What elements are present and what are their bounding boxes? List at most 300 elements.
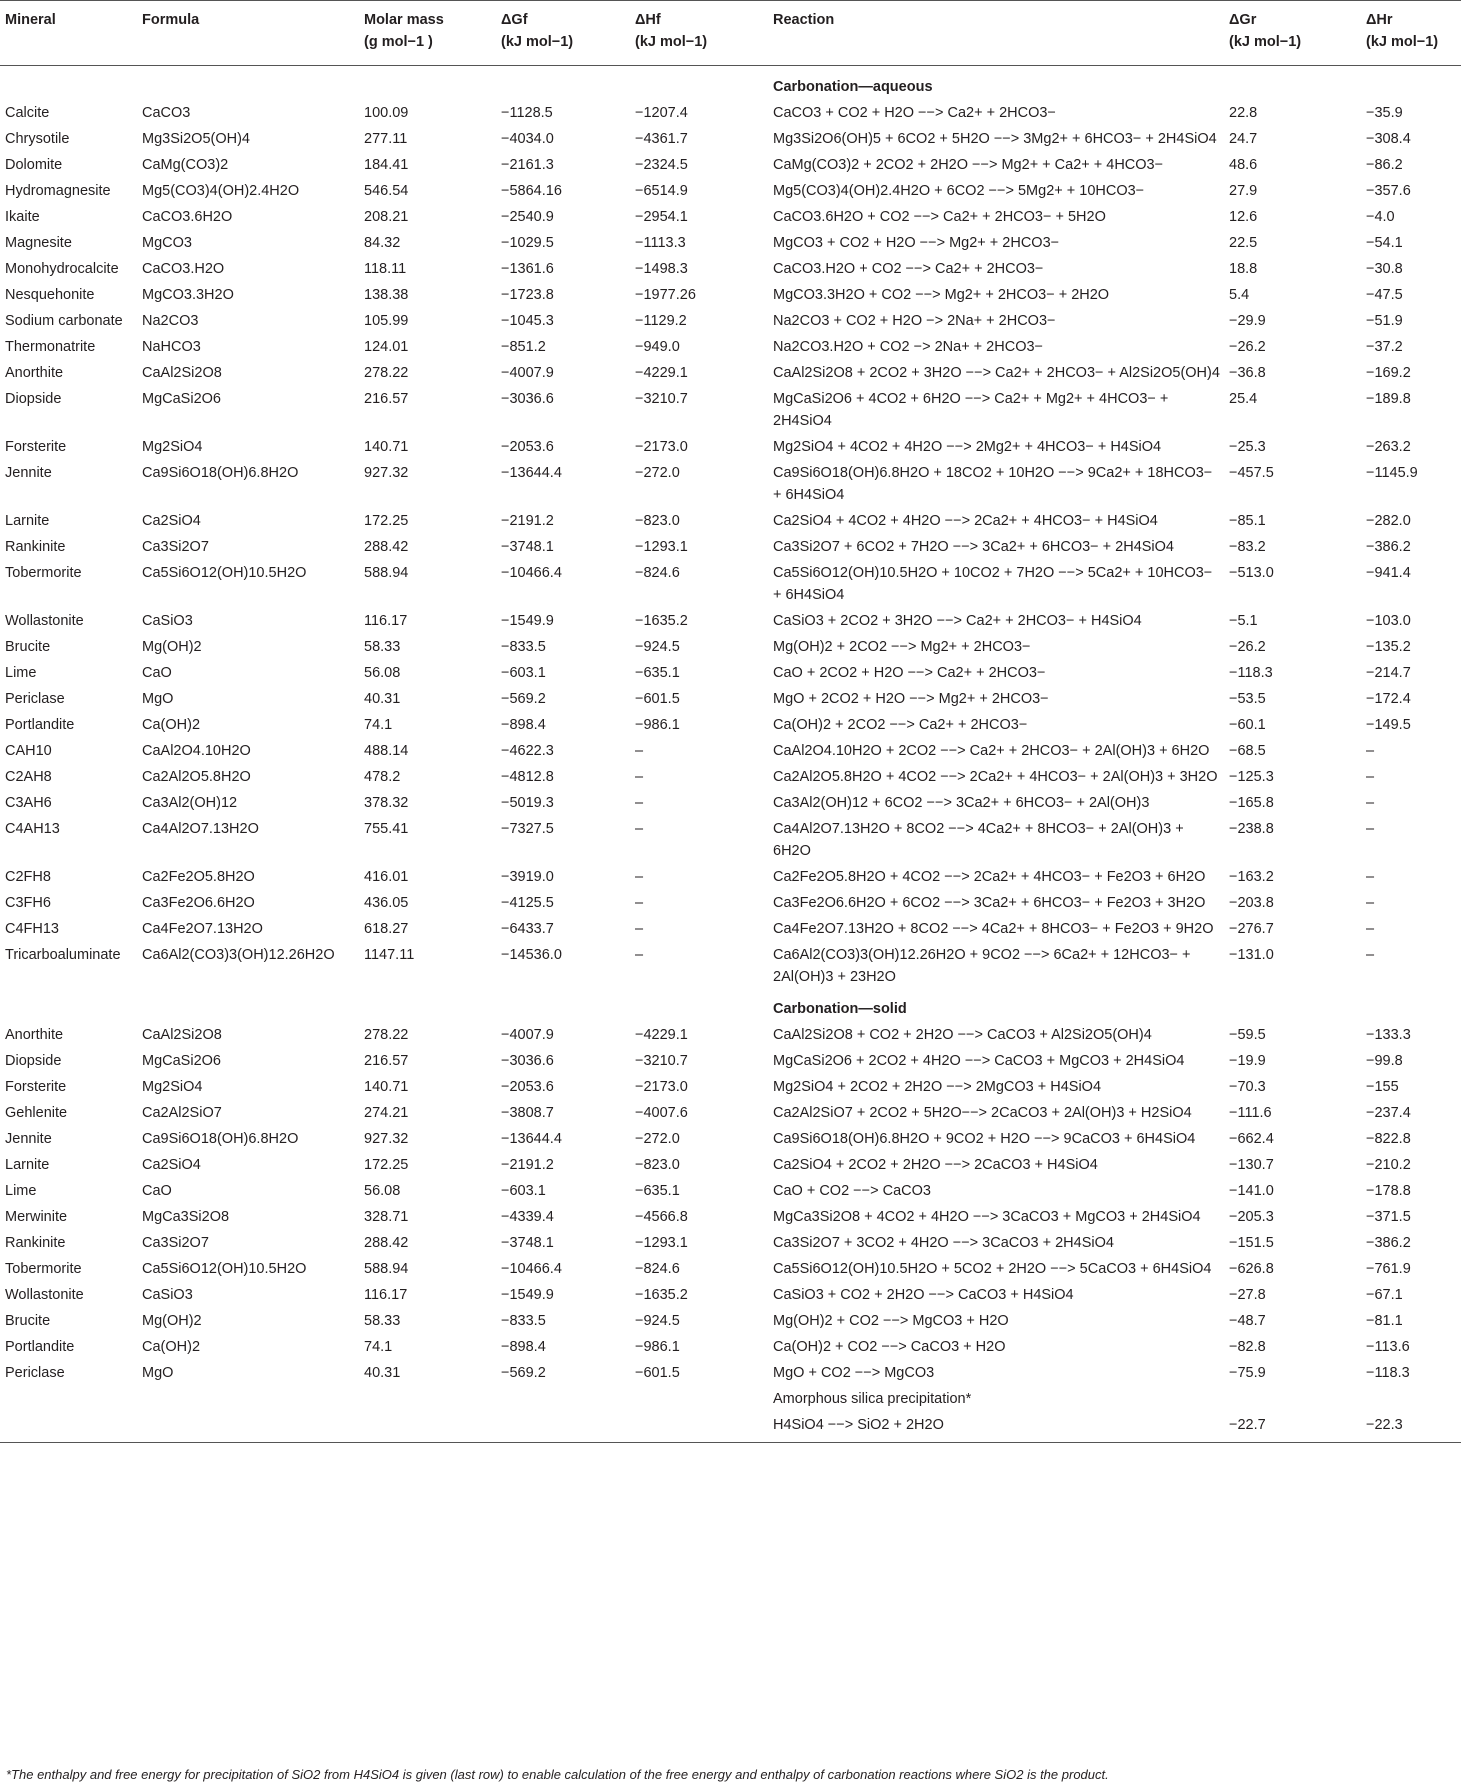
table-row <box>0 358 1461 384</box>
cell-mineral: Sodium carbonate <box>5 313 123 329</box>
cell-dgr: −53.5 <box>1229 691 1266 707</box>
cell-mineral: Anorthite <box>5 1027 64 1043</box>
cell-dhr: −51.9 <box>1366 313 1403 329</box>
cell-dhf: −823.0 <box>635 513 680 529</box>
cell-mass: 618.27 <box>364 921 409 937</box>
cell-formula: NaHCO3 <box>142 339 201 355</box>
cell-dgr: −68.5 <box>1229 743 1266 759</box>
table-row <box>0 1150 1461 1176</box>
cell-mineral: Calcite <box>5 105 50 121</box>
cell-mass: 124.01 <box>364 339 409 355</box>
cell-dhr: −822.8 <box>1366 1131 1411 1147</box>
col-header-dhr: ΔHr (kJ mol−1) <box>1361 1 1461 66</box>
cell-formula: MgO <box>142 691 174 707</box>
table-row <box>0 150 1461 176</box>
table-row <box>0 176 1461 202</box>
cell-reaction: Mg3Si2O6(OH)5 + 6CO2 + 5H2O −−> 3Mg2+ + 6HCO3− + 2H4SiO4 <box>773 131 1217 147</box>
cell-dhf: −2173.0 <box>635 1079 688 1095</box>
cell-dgr: −70.3 <box>1229 1079 1266 1095</box>
cell-mass: 40.31 <box>364 1365 401 1381</box>
cell-dhr: −113.6 <box>1366 1339 1410 1355</box>
cell-dhf: −924.5 <box>635 639 680 655</box>
cell-mass: 40.31 <box>364 691 401 707</box>
cell-mineral: Larnite <box>5 513 50 529</box>
cell-dgr: −26.2 <box>1229 339 1266 355</box>
cell-mass: 184.41 <box>364 157 409 173</box>
cell-dgf: −3808.7 <box>501 1105 554 1121</box>
cell-mineral: Brucite <box>5 1313 51 1329</box>
col-header-dgf: ΔGf (kJ mol−1) <box>496 1 630 66</box>
cell-formula: MgCO3.3H2O <box>142 287 234 303</box>
cell-mass: 208.21 <box>364 209 409 225</box>
cell-dgf: −569.2 <box>501 1365 546 1381</box>
table-row <box>0 254 1461 280</box>
cell-dgf: −6433.7 <box>501 921 554 937</box>
cell-dgf: −13644.4 <box>501 465 562 481</box>
cell-mineral: Wollastonite <box>5 613 84 629</box>
cell-dgr: −662.4 <box>1229 1131 1274 1147</box>
cell-formula: Ca5Si6O12(OH)10.5H2O <box>142 1261 307 1277</box>
cell-dhf: −272.0 <box>635 1131 680 1147</box>
cell-mineral: Portlandite <box>5 717 75 733</box>
cell-mass: 588.94 <box>364 565 409 581</box>
cell-dgf: −4007.9 <box>501 1027 554 1043</box>
cell-formula: Ca2Fe2O5.8H2O <box>142 869 255 885</box>
silica-title-row <box>0 1384 1461 1410</box>
col-header-molar-mass: Molar mass (g mol−1 ) <box>359 1 496 66</box>
cell-dgr: −27.8 <box>1229 1287 1266 1303</box>
cell-dhr: −386.2 <box>1366 1235 1411 1251</box>
cell-dgr: 22.5 <box>1229 235 1258 251</box>
cell-dhr: – <box>1366 795 1375 811</box>
cell-dgf: −898.4 <box>501 717 546 733</box>
cell-reaction: Ca6Al2(CO3)3(OH)12.26H2O + 9CO2 −−> 6Ca2+ + 12HCO3− + 2Al(OH)3 + 23H2O <box>773 947 1191 985</box>
cell-mass: 105.99 <box>364 313 409 329</box>
cell-dgf: −14536.0 <box>501 947 562 963</box>
cell-dgf: −3036.6 <box>501 1053 554 1069</box>
cell-dgr: 27.9 <box>1229 183 1258 199</box>
cell-mass: 755.41 <box>364 821 409 837</box>
table-row <box>0 1176 1461 1202</box>
cell-mineral: Dolomite <box>5 157 63 173</box>
cell-dhf: −1293.1 <box>635 1235 688 1251</box>
cell-mineral: CAH10 <box>5 743 52 759</box>
cell-dgf: −13644.4 <box>501 1131 562 1147</box>
cell-dhf: −824.6 <box>635 1261 680 1277</box>
cell-mass: 436.05 <box>364 895 409 911</box>
table-header-row <box>0 1 1461 66</box>
cell-mineral: Tricarboaluminate <box>5 947 121 963</box>
cell-formula: Na2CO3 <box>142 313 199 329</box>
cell-dgf: −2191.2 <box>501 1157 554 1173</box>
cell-dgf: −1361.6 <box>501 261 554 277</box>
cell-dhr: −308.4 <box>1366 131 1411 147</box>
cell-dhf: – <box>635 947 644 963</box>
cell-mineral: C3FH6 <box>5 895 51 911</box>
cell-dhr: −282.0 <box>1366 513 1411 529</box>
cell-dhf: −1635.2 <box>635 613 688 629</box>
cell-dgf: −603.1 <box>501 665 546 681</box>
cell-formula: Ca3Al2(OH)12 <box>142 795 238 811</box>
cell-formula: Mg2SiO4 <box>142 439 203 455</box>
cell-formula: CaSiO3 <box>142 1287 193 1303</box>
cell-dhf: −986.1 <box>635 717 680 733</box>
cell-dgr: 25.4 <box>1229 391 1258 407</box>
cell-reaction: Ca(OH)2 + 2CO2 −−> Ca2+ + 2HCO3− <box>773 717 1028 733</box>
cell-mass: 277.11 <box>364 131 408 147</box>
cell-formula: MgCaSi2O6 <box>142 1053 221 1069</box>
cell-mineral: Wollastonite <box>5 1287 84 1303</box>
cell-dhf: −2324.5 <box>635 157 688 173</box>
cell-dgr: −163.2 <box>1229 869 1274 885</box>
cell-dhf: −1207.4 <box>635 105 688 121</box>
cell-mineral: Forsterite <box>5 1079 67 1095</box>
table-row <box>0 1358 1461 1384</box>
cell-formula: Ca2Al2SiO7 <box>142 1105 222 1121</box>
table-row <box>0 736 1461 762</box>
cell-dhf: −1293.1 <box>635 539 688 555</box>
cell-formula: Mg(OH)2 <box>142 639 202 655</box>
cell-reaction: CaCO3 + CO2 + H2O −−> Ca2+ + 2HCO3− <box>773 105 1056 121</box>
cell-formula: Ca9Si6O18(OH)6.8H2O <box>142 1131 299 1147</box>
cell-reaction: Ca5Si6O12(OH)10.5H2O + 10CO2 + 7H2O −−> 5Ca2+ + 10HCO3− + 6H4SiO4 <box>773 565 1213 603</box>
cell-mineral: C4FH13 <box>5 921 59 937</box>
cell-dgr: −19.9 <box>1229 1053 1266 1069</box>
cell-dhf: −924.5 <box>635 1313 680 1329</box>
cell-dhr: −4.0 <box>1366 209 1395 225</box>
cell-reaction: CaAl2O4.10H2O + 2CO2 −−> Ca2+ + 2HCO3− + 2Al(OH)3 + 6H2O <box>773 743 1210 759</box>
cell-formula: MgCO3 <box>142 235 192 251</box>
cell-dgr: −60.1 <box>1229 717 1266 733</box>
cell-dgr: −457.5 <box>1229 465 1274 481</box>
cell-dhf: – <box>635 743 644 759</box>
cell-mass: 278.22 <box>364 365 409 381</box>
cell-mineral: Forsterite <box>5 439 67 455</box>
cell-dhr: – <box>1366 769 1375 785</box>
cell-mineral: Hydromagnesite <box>5 183 111 199</box>
cell-dhf: −635.1 <box>635 665 680 681</box>
cell-mass: 274.21 <box>364 1105 409 1121</box>
cell-dgf: −4622.3 <box>501 743 554 759</box>
cell-reaction: Ca2Fe2O5.8H2O + 4CO2 −−> 2Ca2+ + 4HCO3− + Fe2O3 + 6H2O <box>773 869 1206 885</box>
cell-dgr: −141.0 <box>1229 1183 1274 1199</box>
cell-dgr: −151.5 <box>1229 1235 1274 1251</box>
table-row <box>0 606 1461 632</box>
table-row <box>0 384 1461 432</box>
cell-mineral: Tobermorite <box>5 1261 82 1277</box>
cell-dhr: −54.1 <box>1366 235 1403 251</box>
cell-dhr: −47.5 <box>1366 287 1403 303</box>
table-row <box>0 228 1461 254</box>
cell-dhr: −86.2 <box>1366 157 1403 173</box>
cell-mineral: Thermonatrite <box>5 339 96 355</box>
cell-dhr: −149.5 <box>1366 717 1411 733</box>
cell-dgr: −205.3 <box>1229 1209 1274 1225</box>
cell-dgr: −125.3 <box>1229 769 1274 785</box>
cell-dgr: −36.8 <box>1229 365 1266 381</box>
cell-reaction: CaAl2Si2O8 + CO2 + 2H2O −−> CaCO3 + Al2Si2O5(OH)4 <box>773 1027 1152 1043</box>
cell-mass: 927.32 <box>364 465 409 481</box>
table-row <box>0 532 1461 558</box>
cell-mineral: Diopside <box>5 1053 62 1069</box>
cell-formula: Ca2SiO4 <box>142 513 201 529</box>
cell-dgf: −851.2 <box>501 339 546 355</box>
cell-dgf: −3748.1 <box>501 1235 554 1251</box>
cell-formula: CaAl2Si2O8 <box>142 1027 222 1043</box>
cell-dhr: −35.9 <box>1366 105 1403 121</box>
cell-mineral: Monohydrocalcite <box>5 261 119 277</box>
silica-cell: −22.3 <box>1361 1410 1461 1443</box>
cell-dgf: −10466.4 <box>501 1261 562 1277</box>
cell-dgr: −111.6 <box>1229 1105 1272 1121</box>
cell-mineral: Jennite <box>5 465 52 481</box>
cell-dhf: – <box>635 921 644 937</box>
section-heading-row <box>0 66 1461 99</box>
cell-mineral: Chrysotile <box>5 131 70 147</box>
cell-dhf: −272.0 <box>635 465 680 481</box>
cell-dgr: 5.4 <box>1229 287 1250 303</box>
table-row <box>0 1202 1461 1228</box>
cell-formula: CaAl2Si2O8 <box>142 365 222 381</box>
cell-dgf: −2540.9 <box>501 209 554 225</box>
cell-dgf: −898.4 <box>501 1339 546 1355</box>
cell-mineral: C3AH6 <box>5 795 52 811</box>
table-footnote: *The enthalpy and free energy for precipitation of SiO2 from H4SiO4 is given (last row) to enable calculation of the free energy and enthalpy of carbonation reactions where SiO2 is the product. <box>6 1767 1109 1782</box>
cell-dhf: −601.5 <box>635 1365 680 1381</box>
cell-formula: Ca3Fe2O6.6H2O <box>142 895 255 911</box>
cell-dhr: −37.2 <box>1366 339 1403 355</box>
cell-dhr: −30.8 <box>1366 261 1403 277</box>
cell-dgr: −48.7 <box>1229 1313 1266 1329</box>
col-header-formula: Formula <box>137 1 359 66</box>
cell-dhr: −99.8 <box>1366 1053 1403 1069</box>
silica-cell: H4SiO4 −−> SiO2 + 2H2O <box>768 1410 1224 1443</box>
cell-reaction: Ca(OH)2 + CO2 −−> CaCO3 + H2O <box>773 1339 1006 1355</box>
cell-dgf: −1723.8 <box>501 287 554 303</box>
cell-dhr: −67.1 <box>1366 1287 1403 1303</box>
cell-mass: 488.14 <box>364 743 409 759</box>
cell-dgf: −5019.3 <box>501 795 554 811</box>
cell-reaction: Ca5Si6O12(OH)10.5H2O + 5CO2 + 2H2O −−> 5CaCO3 + 6H4SiO4 <box>773 1261 1212 1277</box>
table-row <box>0 306 1461 332</box>
table-row <box>0 432 1461 458</box>
cell-reaction: Na2CO3.H2O + CO2 −> 2Na+ + 2HCO3− <box>773 339 1043 355</box>
cell-mineral: Lime <box>5 1183 37 1199</box>
table-row <box>0 914 1461 940</box>
table-row <box>0 684 1461 710</box>
cell-dhf: −4361.7 <box>635 131 688 147</box>
cell-dgr: 24.7 <box>1229 131 1258 147</box>
cell-dgr: −59.5 <box>1229 1027 1266 1043</box>
cell-reaction: MgCO3 + CO2 + H2O −−> Mg2+ + 2HCO3− <box>773 235 1060 251</box>
cell-dgr: −29.9 <box>1229 313 1266 329</box>
cell-mass: 116.17 <box>364 613 408 629</box>
cell-dhr: −371.5 <box>1366 1209 1411 1225</box>
cell-reaction: Mg(OH)2 + CO2 −−> MgCO3 + H2O <box>773 1313 1009 1329</box>
col-header-mineral: Mineral <box>0 1 137 66</box>
cell-dgf: −1045.3 <box>501 313 554 329</box>
cell-dhf: – <box>635 895 644 911</box>
cell-mass: 927.32 <box>364 1131 409 1147</box>
cell-dhr: – <box>1366 821 1375 837</box>
cell-dhf: −635.1 <box>635 1183 680 1199</box>
cell-mass: 140.71 <box>364 1079 409 1095</box>
cell-formula: Mg5(CO3)4(OH)2.4H2O <box>142 183 300 199</box>
cell-dhf: −986.1 <box>635 1339 680 1355</box>
table-row <box>0 632 1461 658</box>
cell-dgf: −3919.0 <box>501 869 554 885</box>
cell-mineral: Larnite <box>5 1157 50 1173</box>
cell-reaction: Ca2SiO4 + 4CO2 + 4H2O −−> 2Ca2+ + 4HCO3− + H4SiO4 <box>773 513 1158 529</box>
cell-dhr: −169.2 <box>1366 365 1411 381</box>
cell-formula: MgCa3Si2O8 <box>142 1209 230 1225</box>
cell-mass: 478.2 <box>364 769 401 785</box>
cell-dhr: −155 <box>1366 1079 1399 1095</box>
table-row <box>0 1072 1461 1098</box>
table-row <box>0 1046 1461 1072</box>
cell-dhf: −949.0 <box>635 339 680 355</box>
table-row <box>0 1254 1461 1280</box>
cell-formula: Ca9Si6O18(OH)6.8H2O <box>142 465 299 481</box>
cell-mass: 56.08 <box>364 665 401 681</box>
cell-reaction: MgCa3Si2O8 + 4CO2 + 4H2O −−> 3CaCO3 + MgCO3 + 2H4SiO4 <box>773 1209 1201 1225</box>
cell-reaction: MgCaSi2O6 + 4CO2 + 6H2O −−> Ca2+ + Mg2+ + 4HCO3− + 2H4SiO4 <box>773 391 1169 429</box>
cell-formula: Ca5Si6O12(OH)10.5H2O <box>142 565 307 581</box>
cell-dgr: −165.8 <box>1229 795 1274 811</box>
cell-dhr: −1145.9 <box>1366 465 1418 481</box>
cell-dgr: −25.3 <box>1229 439 1266 455</box>
cell-mass: 328.71 <box>364 1209 409 1225</box>
table-row <box>0 710 1461 736</box>
cell-reaction: Mg2SiO4 + 4CO2 + 4H2O −−> 2Mg2+ + 4HCO3− + H4SiO4 <box>773 439 1162 455</box>
cell-reaction: CaSiO3 + CO2 + 2H2O −−> CaCO3 + H4SiO4 <box>773 1287 1074 1303</box>
cell-mass: 58.33 <box>364 1313 401 1329</box>
table-row <box>0 98 1461 124</box>
cell-mass: 56.08 <box>364 1183 401 1199</box>
cell-dhr: – <box>1366 869 1375 885</box>
cell-dgf: −5864.16 <box>501 183 562 199</box>
cell-mass: 588.94 <box>364 1261 409 1277</box>
cell-reaction: CaAl2Si2O8 + 2CO2 + 3H2O −−> Ca2+ + 2HCO3− + Al2Si2O5(OH)4 <box>773 365 1220 381</box>
cell-dhr: −761.9 <box>1366 1261 1411 1277</box>
cell-reaction: Ca2Al2SiO7 + 2CO2 + 5H2O−−> 2CaCO3 + 2Al(OH)3 + H2SiO4 <box>773 1105 1192 1121</box>
table-row <box>0 940 1461 988</box>
cell-formula: CaCO3.6H2O <box>142 209 233 225</box>
cell-dhf: −1129.2 <box>635 313 687 329</box>
cell-dgf: −4339.4 <box>501 1209 554 1225</box>
cell-dhf: −3210.7 <box>635 1053 688 1069</box>
cell-formula: Mg3Si2O5(OH)4 <box>142 131 250 147</box>
cell-dgr: −626.8 <box>1229 1261 1274 1277</box>
cell-mass: 58.33 <box>364 639 401 655</box>
table-row <box>0 658 1461 684</box>
cell-dgf: −2053.6 <box>501 439 554 455</box>
cell-dgf: −2053.6 <box>501 1079 554 1095</box>
cell-reaction: MgO + CO2 −−> MgCO3 <box>773 1365 935 1381</box>
cell-formula: Ca3Si2O7 <box>142 1235 209 1251</box>
cell-dhr: – <box>1366 921 1375 937</box>
cell-mass: 546.54 <box>364 183 409 199</box>
cell-dgf: −1029.5 <box>501 235 554 251</box>
cell-mineral: Anorthite <box>5 365 64 381</box>
cell-reaction: Ca3Si2O7 + 3CO2 + 4H2O −−> 3CaCO3 + 2H4SiO4 <box>773 1235 1114 1251</box>
cell-dgf: −1128.5 <box>501 105 553 121</box>
cell-reaction: Ca3Al2(OH)12 + 6CO2 −−> 3Ca2+ + 6HCO3− + 2Al(OH)3 <box>773 795 1150 811</box>
cell-dhr: −133.3 <box>1366 1027 1411 1043</box>
cell-dgr: −75.9 <box>1229 1365 1266 1381</box>
cell-dgr: −5.1 <box>1229 613 1258 629</box>
table-row <box>0 762 1461 788</box>
cell-reaction: Mg5(CO3)4(OH)2.4H2O + 6CO2 −−> 5Mg2+ + 10HCO3− <box>773 183 1145 199</box>
silica-title: Amorphous silica precipitation* <box>773 1391 972 1407</box>
table-row <box>0 202 1461 228</box>
cell-dhf: −3210.7 <box>635 391 688 407</box>
cell-reaction: Ca2SiO4 + 2CO2 + 2H2O −−> 2CaCO3 + H4SiO4 <box>773 1157 1098 1173</box>
table-row <box>0 862 1461 888</box>
cell-dhr: −386.2 <box>1366 539 1411 555</box>
cell-dgr: −118.3 <box>1229 665 1273 681</box>
cell-dgf: −4007.9 <box>501 365 554 381</box>
cell-reaction: Ca3Fe2O6.6H2O + 6CO2 −−> 3Ca2+ + 6HCO3− + Fe2O3 + 3H2O <box>773 895 1206 911</box>
cell-formula: CaCO3.H2O <box>142 261 225 277</box>
cell-dhr: −135.2 <box>1366 639 1411 655</box>
cell-dgr: −130.7 <box>1229 1157 1274 1173</box>
cell-mineral: Rankinite <box>5 539 66 555</box>
cell-dhf: −824.6 <box>635 565 680 581</box>
table-row <box>0 506 1461 532</box>
table-body <box>0 66 1461 1443</box>
cell-reaction: Ca4Al2O7.13H2O + 8CO2 −−> 4Ca2+ + 8HCO3− + 2Al(OH)3 + 6H2O <box>773 821 1184 859</box>
cell-mass: 378.32 <box>364 795 409 811</box>
cell-formula: Ca2Al2O5.8H2O <box>142 769 251 785</box>
cell-formula: CaAl2O4.10H2O <box>142 743 251 759</box>
cell-dhr: −189.8 <box>1366 391 1411 407</box>
cell-reaction: Mg2SiO4 + 2CO2 + 2H2O −−> 2MgCO3 + H4SiO4 <box>773 1079 1102 1095</box>
cell-mineral: Portlandite <box>5 1339 75 1355</box>
cell-dhr: −237.4 <box>1366 1105 1411 1121</box>
cell-dgf: −10466.4 <box>501 565 562 581</box>
cell-dhf: −4229.1 <box>635 365 688 381</box>
cell-reaction: Ca3Si2O7 + 6CO2 + 7H2O −−> 3Ca2+ + 6HCO3− + 2H4SiO4 <box>773 539 1175 555</box>
col-header-reaction: Reaction <box>768 1 1224 66</box>
cell-dhf: −1977.26 <box>635 287 696 303</box>
cell-dgf: −1549.9 <box>501 1287 554 1303</box>
cell-reaction: Ca9Si6O18(OH)6.8H2O + 18CO2 + 10H2O −−> 9Ca2+ + 18HCO3− + 6H4SiO4 <box>773 465 1213 503</box>
cell-dgr: −83.2 <box>1229 539 1266 555</box>
cell-mineral: C2AH8 <box>5 769 52 785</box>
cell-mineral: Ikaite <box>5 209 40 225</box>
cell-dhr: −81.1 <box>1366 1313 1403 1329</box>
cell-dhf: −2954.1 <box>635 209 688 225</box>
cell-dhr: −214.7 <box>1366 665 1411 681</box>
cell-mineral: C4AH13 <box>5 821 60 837</box>
cell-formula: Ca(OH)2 <box>142 717 201 733</box>
cell-reaction: Ca2Al2O5.8H2O + 4CO2 −−> 2Ca2+ + 4HCO3− + 2Al(OH)3 + 3H2O <box>773 769 1218 785</box>
table-row <box>0 814 1461 862</box>
cell-dgf: −2161.3 <box>501 157 554 173</box>
cell-mass: 84.32 <box>364 235 401 251</box>
cell-dgf: −2191.2 <box>501 513 554 529</box>
cell-mass: 216.57 <box>364 1053 409 1069</box>
cell-reaction: CaO + 2CO2 + H2O −−> Ca2+ + 2HCO3− <box>773 665 1046 681</box>
cell-mineral: Brucite <box>5 639 51 655</box>
cell-dgf: −4812.8 <box>501 769 554 785</box>
cell-dgr: −513.0 <box>1229 565 1274 581</box>
cell-mass: 74.1 <box>364 1339 393 1355</box>
cell-dhf: −2173.0 <box>635 439 688 455</box>
cell-reaction: Na2CO3 + CO2 + H2O −> 2Na+ + 2HCO3− <box>773 313 1056 329</box>
cell-mineral: Merwinite <box>5 1209 68 1225</box>
